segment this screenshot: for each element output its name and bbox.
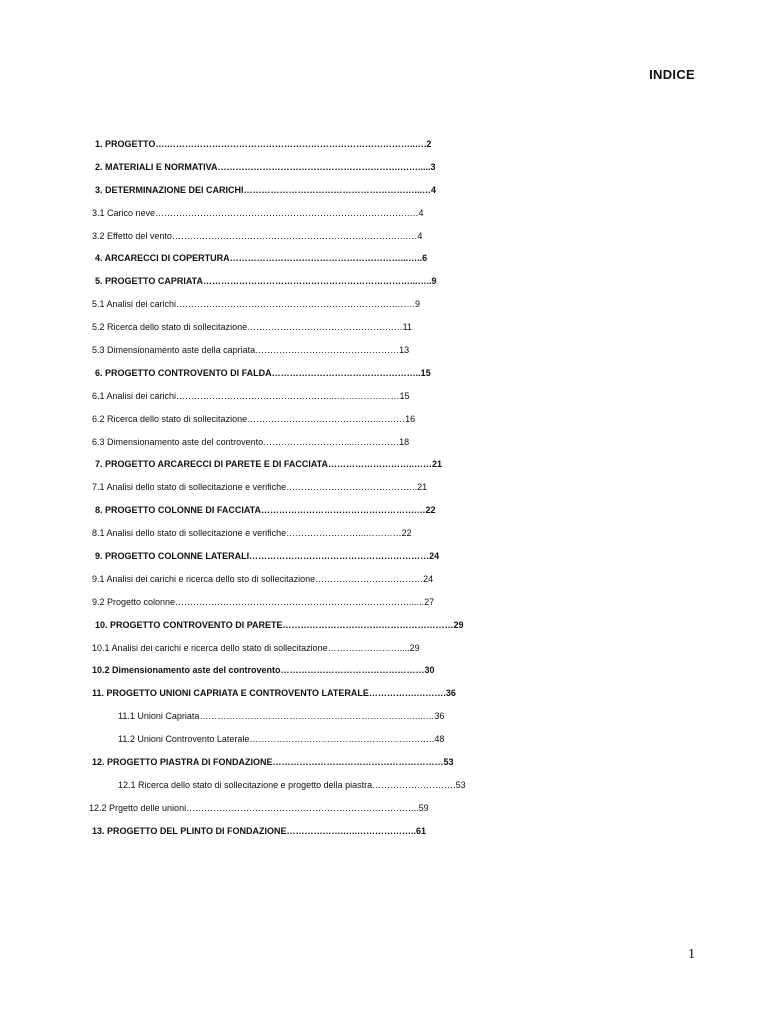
toc-entry (0, 799, 768, 822)
toc-entry (0, 524, 768, 547)
toc-entry (0, 684, 768, 707)
toc-entry (0, 227, 768, 250)
toc-entry (0, 501, 768, 524)
toc-entry (0, 455, 768, 478)
page-number: 1 (688, 947, 695, 962)
toc-entry (0, 478, 768, 501)
toc-entry-text: 12.2 Prgetto delle unioni…………………………………………………………………...59 (89, 802, 429, 813)
toc-entry-text: 9.1 Analisi dei carichi e ricerca dello sto di sollecitazione………………………………24 (92, 573, 434, 584)
toc-entry-text: 10. PROGETTO CONTROVENTO DI PARETE…………………………………………………29 (95, 619, 464, 630)
toc-entry (0, 204, 768, 227)
toc-entry (0, 707, 768, 730)
toc-entry-text: 11.1 Unioni Capriata………………………………………………………………....…36 (118, 711, 445, 722)
toc-entry (0, 364, 768, 387)
toc-entry (0, 730, 768, 753)
toc-entry (0, 753, 768, 776)
table-of-contents (0, 135, 768, 845)
toc-entry (0, 570, 768, 593)
toc-entry-text: 6. PROGETTO CONTROVENTO DI FALDA…………………………………………..15 (95, 367, 431, 378)
toc-entry (0, 341, 768, 364)
toc-entry (0, 776, 768, 799)
page-title: INDICE (649, 67, 695, 82)
toc-entry-text: 3.1 Carico neve………………………………………………………………………….…4 (92, 207, 424, 218)
toc-entry (0, 822, 768, 845)
toc-entry (0, 639, 768, 662)
toc-entry-text: 6.3 Dimensionamento aste del controvento………………………....……………18 (92, 436, 410, 447)
toc-entry-text: 11. PROGETTO UNIONI CAPRIATA E CONTROVENTO LATERALE…………….……….36 (92, 688, 456, 699)
toc-entry (0, 181, 768, 204)
toc-entry (0, 135, 768, 158)
toc-entry-text: 8. PROGETTO COLONNE DI FACCIATA…………………………………………….…22 (95, 505, 436, 516)
toc-entry-text: 11.2 Unioni Controvento Laterale………………………………………………….….48 (118, 734, 445, 745)
toc-entry (0, 295, 768, 318)
toc-entry-text: 2. MATERIALI E NORMATIVA…………………………………………………….…….....3 (95, 161, 436, 172)
toc-entry-text: 5.2 Ricerca dello stato di sollecitazione………………………………………….…11 (92, 322, 412, 333)
toc-entry-text: 7.1 Analisi dello stato di sollecitazione e verifiche……………………………………..21 (92, 482, 428, 493)
toc-entry-text: 1. PROGETTO….………………………………………………………………………..….2 (95, 139, 432, 149)
toc-entry (0, 249, 768, 272)
toc-entry (0, 547, 768, 570)
toc-entry-text: 10.1 Analisi dei carichi e ricerca dello stato di sollecitazione……………………....29 (92, 642, 420, 653)
toc-entry-text: 6.1 Analisi dei carichi……………………………………………...…………………15 (92, 390, 410, 401)
toc-entry-text: 9. PROGETTO COLONNE LATERALI……………………………………………………24 (95, 551, 440, 562)
toc-entry-text: 5.3 Dimensionamento aste della capriata…………………………………………13 (92, 345, 410, 356)
toc-entry-text: 4. ARCARECCI DI COPERTURA…………………………………………………...…..6 (95, 253, 428, 264)
toc-entry-text: 8.1 Analisi dello stato di sollecitazione e verifiche……………………...…………22 (92, 528, 412, 539)
toc-entry (0, 158, 768, 181)
toc-entry-text: 7. PROGETTO ARCARECCI DI PARETE E DI FACCIATA………………………..……21 (95, 459, 443, 470)
toc-entry-text: 5. PROGETTO CAPRIATA……………………………………………………………...…..9 (95, 276, 437, 287)
toc-entry (0, 272, 768, 295)
toc-entry (0, 593, 768, 616)
toc-entry-text: 6.2 Ricerca dello stato di sollecitazione……………………………………..………16 (92, 413, 416, 424)
toc-entry-text: 10.2 Dimensionamento aste del controvento…………………………………………30 (92, 665, 435, 676)
toc-entry (0, 433, 768, 456)
toc-entry-text: 9.2 Progetto colonne……………………………………………………………………......27 (92, 596, 435, 607)
toc-entry-text: 12. PROGETTO PIASTRA DI FONDAZIONE…………………………………………………53 (92, 757, 454, 768)
toc-entry (0, 387, 768, 410)
toc-entry-text: 13. PROGETTO DEL PLINTO DI FONDAZIONE……………….…..………………..61 (92, 825, 427, 836)
toc-entry (0, 661, 768, 684)
toc-entry (0, 318, 768, 341)
toc-entry-text: 3. DETERMINAZIONE DEI CARICHI…………………………………………………...…4 (95, 184, 437, 195)
toc-entry-text: 12.1 Ricerca dello stato di sollecitazione e progetto della piastra……………………….53 (118, 779, 466, 790)
toc-entry (0, 616, 768, 639)
toc-entry-text: 3.2 Effetto del vento………………………………………………………………….……4 (92, 230, 423, 241)
toc-entry-text: 5.1 Analisi dei carichi……………………………………………………………….…….9 (92, 299, 421, 310)
toc-entry (0, 410, 768, 433)
